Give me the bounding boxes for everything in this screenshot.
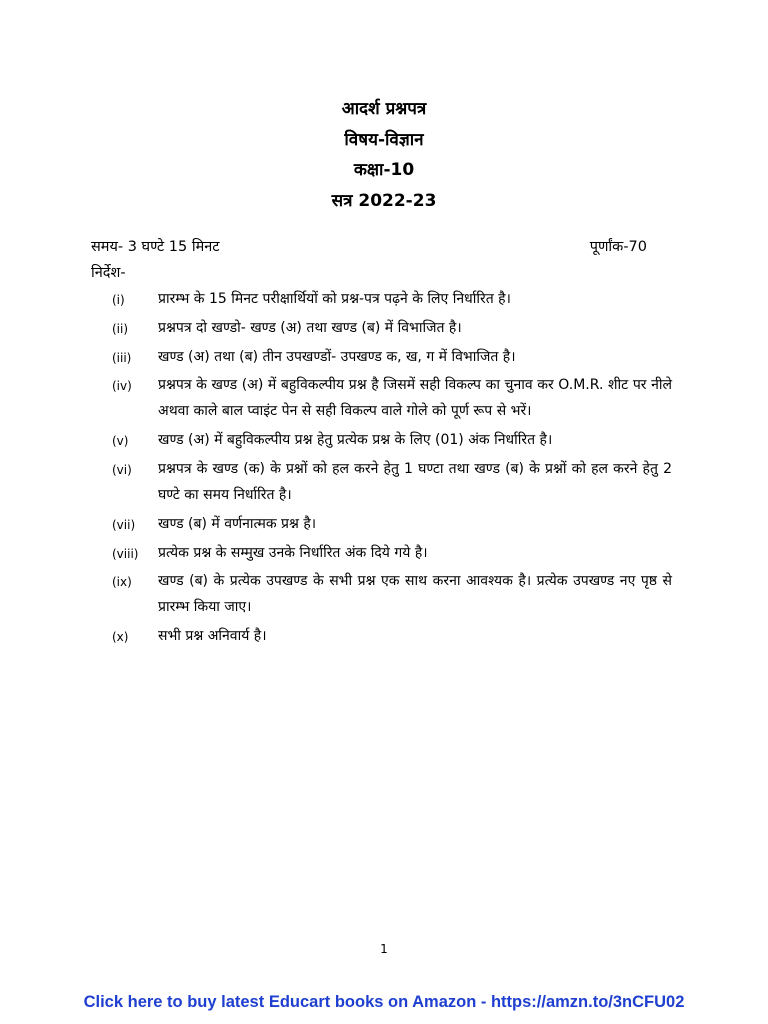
instruction-number: (ix) bbox=[112, 575, 132, 590]
instruction-text: खण्ड (अ) तथा (ब) तीन उपखण्डों- उपखण्ड क, ख, ग में विभाजित है। bbox=[158, 348, 516, 365]
instruction-number: (ii) bbox=[112, 321, 129, 336]
instruction-number: (iii) bbox=[112, 350, 132, 365]
paper-header bbox=[0, 94, 768, 216]
instruction-item bbox=[112, 568, 672, 620]
page-number: 1 bbox=[380, 942, 388, 956]
instruction-number: (vii) bbox=[112, 517, 136, 532]
instruction-number: (i) bbox=[112, 293, 125, 307]
instruction-item bbox=[112, 540, 672, 566]
instruction-text: प्रत्येक प्रश्न के सम्मुख उनके निर्धारित अंक दिये गये है। bbox=[158, 544, 428, 561]
instruction-number: (x) bbox=[112, 630, 129, 645]
subject-line: विषय-विज्ञान bbox=[344, 129, 424, 150]
instruction-text: प्रश्नपत्र के खण्ड (अ) में बहुविकल्पीय प्रश्न है जिसमें सही विकल्प का चुनाव कर O.M.R. शीट पर नीले अथवा काले बाल प्वाइंट पेन से सही विकल्प वाले गोले को पूर्ण रूप से भरें। bbox=[158, 377, 672, 420]
instruction-number: (iv) bbox=[112, 379, 132, 394]
paper-title: आदर्श प्रश्नपत्र bbox=[341, 99, 427, 119]
time-allowed: समय- 3 घण्टे 15 मिनट bbox=[91, 239, 220, 255]
instruction-number: (v) bbox=[112, 434, 129, 449]
instructions-heading: निर्देश- bbox=[91, 265, 126, 281]
instruction-item bbox=[112, 344, 672, 370]
instruction-item bbox=[112, 315, 672, 341]
instruction-item bbox=[112, 286, 672, 312]
instruction-text: खण्ड (ब) के प्रत्येक उपखण्ड के सभी प्रश्न एक साथ करना आवश्यक है। प्रत्येक उपखण्ड नए पृष्ठ से प्रारम्भ किया जाए। bbox=[158, 573, 672, 616]
instruction-item bbox=[112, 456, 672, 508]
instruction-text: प्रश्नपत्र के खण्ड (क) के प्रश्नों को हल करने हेतु 1 घण्टा तथा खण्ड (ब) के प्रश्नों को हल करने हेतु 2 घण्टे का समय निर्धारित है। bbox=[158, 460, 672, 503]
class-line: कक्षा-10 bbox=[353, 160, 415, 180]
instruction-text: प्रारम्भ के 15 मिनट परीक्षार्थियों को प्रश्न-पत्र पढ़ने के लिए निर्धारित है। bbox=[158, 291, 511, 307]
instruction-item bbox=[112, 511, 672, 537]
instruction-text: खण्ड (ब) में वर्णनात्मक प्रश्न है। bbox=[158, 515, 317, 532]
session-line: सत्र 2022-23 bbox=[331, 190, 437, 211]
amazon-promo-link[interactable]: Click here to buy latest Educart books on Amazon - https://amzn.to/3nCFU02 bbox=[83, 993, 685, 1011]
maximum-marks: पूर्णांक-70 bbox=[589, 239, 647, 255]
exam-meta-row bbox=[91, 236, 651, 258]
instruction-number: (vi) bbox=[112, 462, 132, 477]
instruction-text: खण्ड (अ) में बहुविकल्पीय प्रश्न हेतु प्रत्येक प्रश्न के लिए (01) अंक निर्धारित है। bbox=[158, 432, 553, 449]
instruction-text: सभी प्रश्न अनिवार्य है। bbox=[158, 628, 267, 645]
instruction-item bbox=[112, 372, 672, 424]
instruction-number: (viii) bbox=[112, 546, 139, 561]
instruction-item bbox=[112, 623, 672, 649]
instruction-text: प्रश्नपत्र दो खण्डो- खण्ड (अ) तथा खण्ड (ब) में विभाजित है। bbox=[158, 319, 462, 336]
instruction-item bbox=[112, 427, 672, 453]
instructions-list bbox=[112, 286, 672, 652]
